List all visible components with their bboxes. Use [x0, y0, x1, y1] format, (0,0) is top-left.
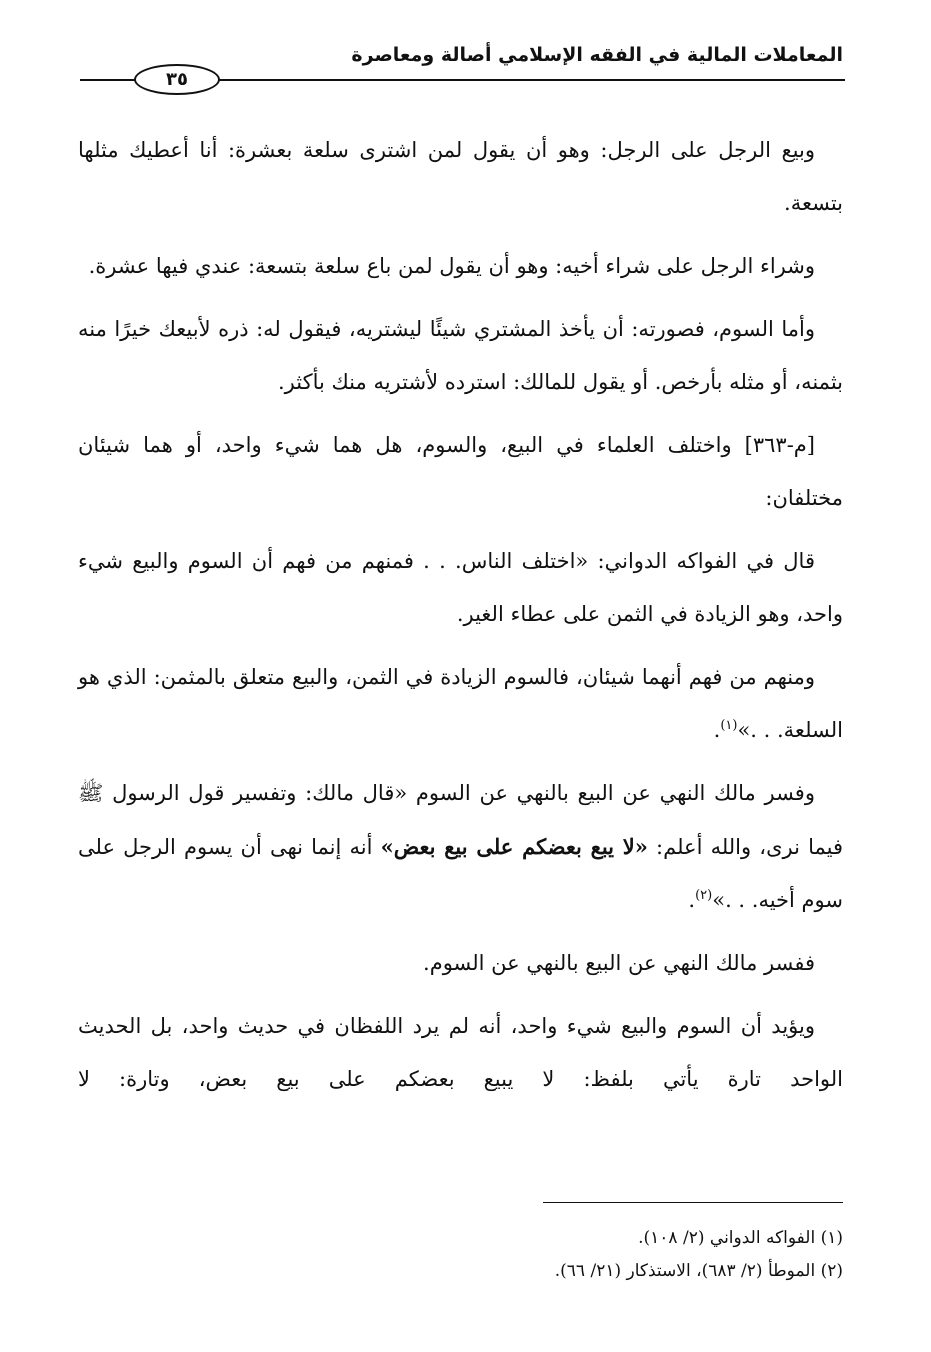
paragraph	[78, 124, 843, 230]
paragraph-text: قال في الفواكه الدواني: «اختلف الناس. . . فمنهم من فهم أن السوم والبيع شيء واحد، وهو الزيادة في الثمن على عطاء الغير.	[78, 549, 843, 626]
footnote-separator	[543, 1202, 843, 1203]
paragraph-tail: .	[688, 888, 696, 912]
paragraph-text: وشراء الرجل على شراء أخيه: وهو أن يقول لمن باع سلعة بتسعة: عندي فيها عشرة.	[88, 254, 815, 278]
running-header-title: المعاملات المالية في الفقه الإسلامي أصالة ومعاصرة	[351, 44, 843, 66]
footnotes	[78, 1222, 843, 1288]
footnote-reference: (١)	[720, 718, 738, 733]
paragraph	[78, 651, 843, 757]
paragraph-text: ويؤيد أن السوم والبيع شيء واحد، أنه لم يرد اللفظان في حديث واحد، بل الحديث الواحد تارة يأتي بلفظ: لا يبيع بعضكم على بيع بعض، وتارة: لا	[78, 1014, 843, 1091]
main-text	[78, 124, 843, 1116]
paragraph-text: أنه إنما نهى أن يسوم الرجل على سوم أخيه. . .»	[78, 835, 843, 912]
footnote-reference: (٢)	[695, 888, 713, 903]
page-number: ٣٥	[166, 68, 188, 90]
paragraph-text: وأما السوم، فصورته: أن يأخذ المشتري شيئًا ليشتريه، فيقول له: ذره لأبيعك خيرًا منه بثمنه، أو مثله بأرخص. أو يقول للمالك: استرده لأشتريه منك بأكثر.	[78, 317, 843, 394]
paragraph	[78, 240, 843, 293]
footnote: (١) الفواكه الدواني (٢/ ١٠٨).	[638, 1228, 843, 1248]
paragraph-text: وبيع الرجل على الرجل: وهو أن يقول لمن اشترى سلعة بعشرة: أنا أعطيك مثلها بتسعة.	[78, 138, 843, 215]
paragraph	[78, 303, 843, 409]
page-number-badge	[134, 64, 220, 95]
paragraph	[78, 1000, 843, 1106]
hadith-quote: «لا يبع بعضكم على بيع بعض»	[380, 834, 648, 859]
paragraph-text: ومنهم من فهم أنهما شيئان، فالسوم الزيادة في الثمن، والبيع متعلق بالمثمن: الذي هو السلعة. . .»	[78, 665, 843, 742]
paragraph	[78, 535, 843, 641]
paragraph	[78, 937, 843, 990]
footnote: (٢) الموطأ (٢/ ٦٨٣)، الاستذكار (٢١/ ٦٦).	[554, 1261, 843, 1281]
paragraph	[78, 767, 843, 927]
paragraph	[78, 419, 843, 525]
paragraph-text: ففسر مالك النهي عن البيع بالنهي عن السوم.	[423, 951, 815, 975]
paragraph-text: وفسر مالك النهي عن البيع بالنهي عن السوم «قال مالك: وتفسير قول الرسول ﷺ فيما نرى، والله أعلم:	[78, 781, 844, 859]
paragraph-tail: .	[713, 718, 721, 742]
paragraph-text: [م-٣٦٣] واختلف العلماء في البيع، والسوم، هل هما شيء واحد، أو هما شيئان مختلفان:	[78, 433, 843, 510]
